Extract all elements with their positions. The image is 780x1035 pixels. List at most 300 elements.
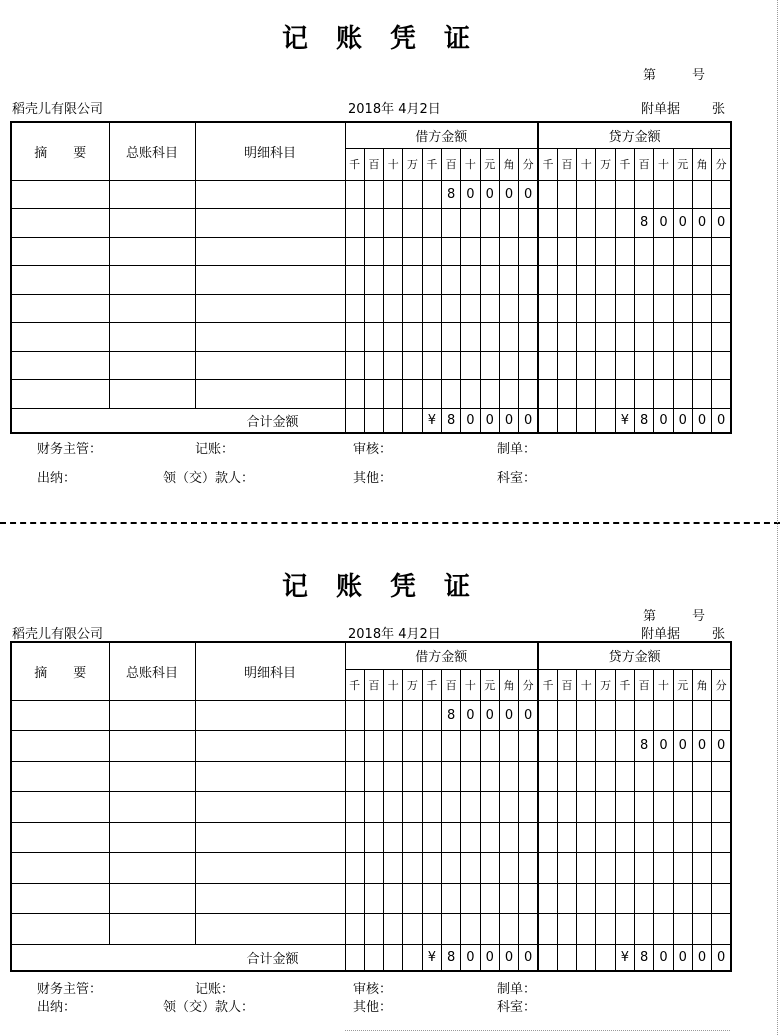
credit-header: 贷方金额 xyxy=(538,642,731,669)
detail-account-cell xyxy=(195,323,345,352)
general-account-cell xyxy=(109,180,195,209)
table-row xyxy=(11,237,731,266)
credit-digit-cell xyxy=(577,853,596,884)
credit-digit-cell xyxy=(577,731,596,762)
credit-digit-cell xyxy=(673,700,692,731)
debit-digit-cell xyxy=(499,792,518,823)
debit-unit-6: 十 xyxy=(461,669,480,700)
credit-digit-cell xyxy=(557,237,576,266)
debit-digit-cell xyxy=(403,180,422,209)
company-name: 稻壳儿有限公司 xyxy=(12,102,104,117)
credit-digit-cell xyxy=(577,209,596,238)
debit-digit-cell xyxy=(441,294,460,323)
debit-digit-cell: 0 xyxy=(519,700,538,731)
credit-digit-cell xyxy=(596,853,615,884)
credit-digit-cell xyxy=(635,822,654,853)
credit-digit-cell xyxy=(615,914,634,945)
credit-header: 贷方金额 xyxy=(538,122,731,148)
debit-digit-cell xyxy=(403,209,422,238)
debit-digit-cell xyxy=(345,323,364,352)
total-label: 合计金额 xyxy=(11,944,345,971)
debit-digit-cell xyxy=(519,731,538,762)
page-bottom-dots xyxy=(345,1030,730,1031)
debit-digit-cell xyxy=(499,237,518,266)
voucher-number-label: 第 xyxy=(643,609,657,624)
debit-unit-8: 角 xyxy=(499,148,518,180)
credit-digit-cell xyxy=(577,914,596,945)
credit-digit-cell xyxy=(596,761,615,792)
debit-digit-cell xyxy=(461,266,480,295)
debit-digit-cell xyxy=(403,792,422,823)
credit-unit-3: 万 xyxy=(596,669,615,700)
voucher-1 xyxy=(0,0,780,486)
general-account-header: 总账科目 xyxy=(109,122,195,180)
credit-digit-cell xyxy=(538,822,557,853)
credit-digit-cell xyxy=(692,266,711,295)
debit-digit-cell xyxy=(384,294,403,323)
general-account-cell xyxy=(109,209,195,238)
debit-digit-cell xyxy=(403,853,422,884)
debit-digit-cell xyxy=(441,266,460,295)
summary-cell xyxy=(11,883,109,914)
debit-digit-cell xyxy=(345,380,364,409)
credit-digit-cell xyxy=(538,380,557,409)
debit-digit-cell xyxy=(441,209,460,238)
credit-total-digit xyxy=(557,944,576,971)
debit-digit-cell xyxy=(384,351,403,380)
debit-digit-cell xyxy=(403,914,422,945)
debit-unit-7: 元 xyxy=(480,148,499,180)
credit-digit-cell xyxy=(654,266,673,295)
debit-header: 借方金额 xyxy=(345,642,538,669)
debit-digit-cell: 0 xyxy=(499,180,518,209)
debit-total-digit: 0 xyxy=(480,944,499,971)
voucher-table xyxy=(10,121,732,434)
debit-digit-cell xyxy=(499,853,518,884)
general-account-header: 总账科目 xyxy=(109,642,195,700)
credit-digit-cell xyxy=(538,731,557,762)
credit-digit-cell: 0 xyxy=(712,731,731,762)
credit-digit-cell xyxy=(692,237,711,266)
debit-total-digit: 8 xyxy=(441,944,460,971)
credit-digit-cell xyxy=(538,351,557,380)
credit-digit-cell xyxy=(635,237,654,266)
summary-cell xyxy=(11,914,109,945)
credit-total-digit: 8 xyxy=(635,944,654,971)
bookkeeper-label: 记账： xyxy=(195,442,235,457)
credit-digit-cell xyxy=(577,792,596,823)
debit-digit-cell xyxy=(461,237,480,266)
debit-digit-cell xyxy=(364,266,383,295)
detail-account-cell xyxy=(195,294,345,323)
credit-digit-cell xyxy=(692,180,711,209)
debit-digit-cell xyxy=(422,792,441,823)
debit-digit-cell xyxy=(499,294,518,323)
debit-unit-1: 百 xyxy=(364,148,383,180)
general-account-cell xyxy=(109,731,195,762)
debit-digit-cell: 0 xyxy=(461,180,480,209)
debit-digit-cell xyxy=(480,822,499,853)
credit-digit-cell xyxy=(538,914,557,945)
section-label: 科室： xyxy=(497,471,537,486)
credit-digit-cell xyxy=(596,323,615,352)
credit-digit-cell xyxy=(615,761,634,792)
credit-digit-cell xyxy=(615,294,634,323)
credit-digit-cell xyxy=(557,266,576,295)
receiver-label: 领（交）款人： xyxy=(163,1000,255,1015)
credit-total-digit: 0 xyxy=(712,408,731,433)
debit-total-digit: 0 xyxy=(499,408,518,433)
credit-digit-cell xyxy=(615,209,634,238)
detail-account-cell xyxy=(195,731,345,762)
credit-digit-cell xyxy=(596,180,615,209)
detail-account-cell xyxy=(195,380,345,409)
credit-total-digit xyxy=(538,408,557,433)
debit-digit-cell xyxy=(422,323,441,352)
cashier-label: 出纳： xyxy=(37,1000,77,1015)
credit-digit-cell xyxy=(654,853,673,884)
debit-unit-9: 分 xyxy=(519,148,538,180)
credit-digit-cell xyxy=(654,883,673,914)
credit-total-digit: 0 xyxy=(712,944,731,971)
debit-digit-cell xyxy=(403,380,422,409)
debit-digit-cell xyxy=(384,237,403,266)
general-account-cell xyxy=(109,351,195,380)
debit-digit-cell xyxy=(364,323,383,352)
debit-unit-0: 千 xyxy=(345,669,364,700)
total-row xyxy=(11,408,731,433)
preparer-label: 制单： xyxy=(497,982,537,997)
debit-digit-cell xyxy=(345,351,364,380)
credit-digit-cell xyxy=(615,700,634,731)
summary-cell xyxy=(11,792,109,823)
debit-digit-cell xyxy=(364,761,383,792)
credit-digit-cell: 0 xyxy=(692,209,711,238)
debit-digit-cell xyxy=(422,266,441,295)
debit-digit-cell xyxy=(422,237,441,266)
credit-digit-cell xyxy=(615,237,634,266)
credit-digit-cell xyxy=(712,792,731,823)
credit-unit-1: 百 xyxy=(557,148,576,180)
table-row xyxy=(11,822,731,853)
credit-unit-6: 十 xyxy=(654,148,673,180)
debit-total-digit: 0 xyxy=(461,944,480,971)
debit-digit-cell xyxy=(345,883,364,914)
debit-digit-cell xyxy=(519,237,538,266)
attachment-label: 附单据 xyxy=(641,102,681,117)
general-account-cell xyxy=(109,380,195,409)
debit-unit-3: 万 xyxy=(403,669,422,700)
debit-digit-cell xyxy=(422,853,441,884)
supervisor-label: 财务主管： xyxy=(37,442,103,457)
debit-digit-cell xyxy=(384,180,403,209)
attachment-suffix: 张 xyxy=(712,627,726,642)
credit-digit-cell xyxy=(654,822,673,853)
debit-digit-cell xyxy=(422,351,441,380)
debit-digit-cell xyxy=(441,883,460,914)
debit-digit-cell xyxy=(345,853,364,884)
general-account-cell xyxy=(109,822,195,853)
debit-digit-cell xyxy=(499,761,518,792)
credit-total-digit: ¥ xyxy=(615,944,634,971)
credit-digit-cell xyxy=(596,883,615,914)
credit-digit-cell xyxy=(615,853,634,884)
credit-digit-cell xyxy=(635,914,654,945)
debit-digit-cell: 0 xyxy=(461,700,480,731)
credit-digit-cell xyxy=(615,380,634,409)
credit-digit-cell xyxy=(596,792,615,823)
debit-total-digit xyxy=(345,944,364,971)
header-row xyxy=(11,122,731,148)
detail-account-cell xyxy=(195,351,345,380)
debit-digit-cell xyxy=(422,731,441,762)
credit-digit-cell xyxy=(654,323,673,352)
debit-digit-cell xyxy=(499,883,518,914)
credit-total-digit: 0 xyxy=(673,944,692,971)
credit-digit-cell xyxy=(538,180,557,209)
credit-digit-cell xyxy=(712,883,731,914)
credit-unit-4: 千 xyxy=(615,148,634,180)
credit-digit-cell xyxy=(673,914,692,945)
table-row xyxy=(11,761,731,792)
credit-total-digit: 0 xyxy=(692,944,711,971)
credit-digit-cell xyxy=(712,180,731,209)
credit-digit-cell xyxy=(577,761,596,792)
credit-digit-cell xyxy=(557,351,576,380)
attachment-suffix: 张 xyxy=(712,102,726,117)
debit-unit-2: 十 xyxy=(384,148,403,180)
credit-digit-cell xyxy=(692,351,711,380)
credit-digit-cell xyxy=(538,853,557,884)
credit-total-digit: ¥ xyxy=(615,408,634,433)
credit-digit-cell xyxy=(596,266,615,295)
credit-digit-cell xyxy=(635,761,654,792)
debit-digit-cell xyxy=(384,731,403,762)
summary-cell xyxy=(11,380,109,409)
auditor-label: 审核： xyxy=(353,442,393,457)
debit-digit-cell xyxy=(441,792,460,823)
debit-digit-cell xyxy=(403,761,422,792)
credit-digit-cell xyxy=(673,266,692,295)
credit-digit-cell xyxy=(557,209,576,238)
debit-digit-cell xyxy=(480,853,499,884)
credit-digit-cell xyxy=(557,380,576,409)
credit-total-digit: 0 xyxy=(654,944,673,971)
debit-digit-cell xyxy=(345,731,364,762)
debit-digit-cell xyxy=(480,237,499,266)
debit-digit-cell: 8 xyxy=(441,700,460,731)
credit-total-digit: 8 xyxy=(635,408,654,433)
debit-digit-cell xyxy=(345,822,364,853)
debit-digit-cell xyxy=(519,792,538,823)
credit-total-digit: 0 xyxy=(673,408,692,433)
credit-digit-cell xyxy=(596,700,615,731)
bookkeeper-label: 记账： xyxy=(195,982,235,997)
credit-total-digit: 0 xyxy=(654,408,673,433)
debit-total-digit xyxy=(384,408,403,433)
credit-digit-cell xyxy=(673,883,692,914)
credit-digit-cell xyxy=(557,883,576,914)
credit-digit-cell xyxy=(654,237,673,266)
debit-digit-cell xyxy=(422,761,441,792)
detail-account-cell xyxy=(195,237,345,266)
debit-digit-cell xyxy=(499,822,518,853)
summary-cell xyxy=(11,294,109,323)
credit-digit-cell xyxy=(635,294,654,323)
credit-digit-cell xyxy=(654,792,673,823)
debit-digit-cell xyxy=(519,294,538,323)
credit-total-digit xyxy=(577,408,596,433)
debit-digit-cell xyxy=(499,731,518,762)
general-account-cell xyxy=(109,883,195,914)
credit-digit-cell xyxy=(577,323,596,352)
debit-unit-3: 万 xyxy=(403,148,422,180)
credit-digit-cell xyxy=(557,761,576,792)
credit-digit-cell xyxy=(712,294,731,323)
debit-digit-cell xyxy=(364,853,383,884)
debit-digit-cell xyxy=(461,351,480,380)
credit-digit-cell xyxy=(577,180,596,209)
credit-digit-cell xyxy=(712,380,731,409)
credit-digit-cell xyxy=(692,380,711,409)
debit-digit-cell xyxy=(441,822,460,853)
table-row xyxy=(11,351,731,380)
credit-unit-0: 千 xyxy=(538,669,557,700)
credit-digit-cell xyxy=(538,883,557,914)
credit-digit-cell xyxy=(577,351,596,380)
other-label: 其他： xyxy=(353,1000,393,1015)
cashier-label: 出纳： xyxy=(37,471,77,486)
general-account-cell xyxy=(109,294,195,323)
debit-digit-cell xyxy=(441,380,460,409)
credit-unit-3: 万 xyxy=(596,148,615,180)
other-label: 其他： xyxy=(353,471,393,486)
credit-digit-cell xyxy=(557,700,576,731)
debit-digit-cell xyxy=(422,883,441,914)
auditor-label: 审核： xyxy=(353,982,393,997)
debit-digit-cell xyxy=(403,822,422,853)
credit-digit-cell xyxy=(654,700,673,731)
credit-total-digit xyxy=(538,944,557,971)
credit-digit-cell xyxy=(673,351,692,380)
credit-unit-9: 分 xyxy=(712,148,731,180)
credit-digit-cell: 0 xyxy=(692,731,711,762)
credit-digit-cell xyxy=(692,883,711,914)
credit-digit-cell xyxy=(577,380,596,409)
debit-digit-cell xyxy=(441,323,460,352)
debit-total-digit xyxy=(345,408,364,433)
credit-digit-cell xyxy=(557,731,576,762)
debit-unit-0: 千 xyxy=(345,148,364,180)
debit-digit-cell xyxy=(480,294,499,323)
debit-digit-cell xyxy=(519,914,538,945)
credit-digit-cell xyxy=(577,294,596,323)
voucher-title: 记账凭证 xyxy=(281,24,498,54)
credit-unit-6: 十 xyxy=(654,669,673,700)
debit-digit-cell: 0 xyxy=(480,180,499,209)
credit-digit-cell xyxy=(596,294,615,323)
credit-digit-cell xyxy=(673,323,692,352)
debit-digit-cell xyxy=(384,914,403,945)
debit-total-digit: 0 xyxy=(480,408,499,433)
credit-digit-cell xyxy=(654,294,673,323)
debit-digit-cell xyxy=(345,792,364,823)
debit-digit-cell: 8 xyxy=(441,180,460,209)
credit-total-digit xyxy=(577,944,596,971)
debit-digit-cell xyxy=(480,380,499,409)
credit-digit-cell xyxy=(577,237,596,266)
table-row xyxy=(11,731,731,762)
debit-digit-cell xyxy=(441,237,460,266)
debit-digit-cell xyxy=(403,266,422,295)
table-row xyxy=(11,700,731,731)
debit-digit-cell xyxy=(441,853,460,884)
debit-total-digit: ¥ xyxy=(422,408,441,433)
summary-cell xyxy=(11,853,109,884)
credit-digit-cell xyxy=(673,853,692,884)
credit-unit-8: 角 xyxy=(692,148,711,180)
credit-digit-cell xyxy=(538,209,557,238)
credit-digit-cell xyxy=(712,323,731,352)
debit-digit-cell xyxy=(364,180,383,209)
table-row xyxy=(11,914,731,945)
credit-digit-cell xyxy=(673,380,692,409)
debit-digit-cell xyxy=(384,883,403,914)
debit-unit-6: 十 xyxy=(461,148,480,180)
debit-digit-cell xyxy=(461,914,480,945)
debit-digit-cell xyxy=(364,822,383,853)
debit-digit-cell xyxy=(364,209,383,238)
detail-account-header: 明细科目 xyxy=(195,642,345,700)
detail-account-cell xyxy=(195,180,345,209)
debit-digit-cell xyxy=(519,351,538,380)
credit-digit-cell: 8 xyxy=(635,209,654,238)
receiver-label: 领（交）款人： xyxy=(163,471,255,486)
debit-total-digit: 0 xyxy=(499,944,518,971)
credit-digit-cell xyxy=(673,761,692,792)
debit-unit-8: 角 xyxy=(499,669,518,700)
debit-digit-cell xyxy=(422,209,441,238)
credit-digit-cell xyxy=(654,761,673,792)
credit-digit-cell xyxy=(538,700,557,731)
debit-digit-cell xyxy=(384,822,403,853)
debit-digit-cell xyxy=(403,323,422,352)
detail-account-cell xyxy=(195,792,345,823)
cut-line xyxy=(0,522,780,524)
debit-digit-cell xyxy=(384,792,403,823)
credit-digit-cell xyxy=(615,731,634,762)
summary-cell xyxy=(11,822,109,853)
debit-digit-cell xyxy=(461,731,480,762)
credit-digit-cell xyxy=(712,761,731,792)
debit-total-digit xyxy=(364,408,383,433)
total-label: 合计金额 xyxy=(11,408,345,433)
credit-digit-cell: 0 xyxy=(654,731,673,762)
debit-digit-cell xyxy=(480,266,499,295)
credit-digit-cell xyxy=(577,266,596,295)
voucher-date: 2018年 4月2日 xyxy=(348,102,441,117)
credit-digit-cell xyxy=(712,700,731,731)
credit-digit-cell xyxy=(635,323,654,352)
debit-digit-cell xyxy=(519,853,538,884)
debit-digit-cell xyxy=(480,883,499,914)
credit-digit-cell xyxy=(692,853,711,884)
debit-digit-cell xyxy=(364,792,383,823)
credit-digit-cell xyxy=(596,914,615,945)
table-row xyxy=(11,323,731,352)
credit-digit-cell xyxy=(538,294,557,323)
credit-digit-cell xyxy=(635,180,654,209)
